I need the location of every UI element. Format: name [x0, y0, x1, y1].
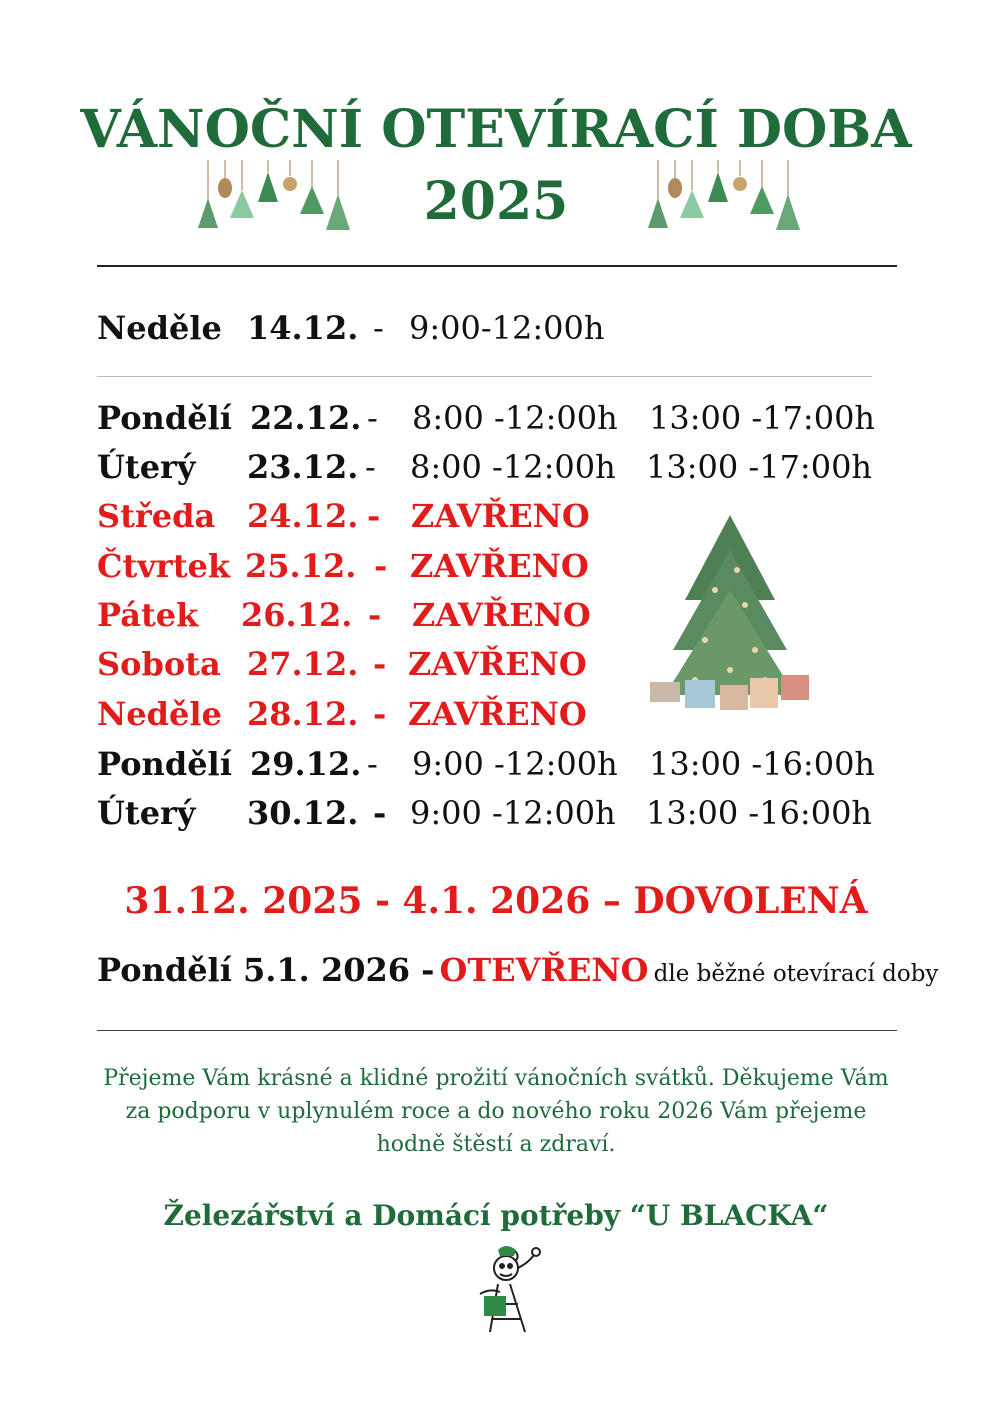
- hours-morning: 9:00 -12:00h: [412, 745, 618, 783]
- status-closed: ZAVŘENO: [408, 645, 587, 683]
- status-closed: ZAVŘENO: [410, 547, 589, 585]
- hours-morning: 8:00 -12:00h: [410, 448, 616, 486]
- date-label: 22.12.: [250, 399, 362, 437]
- company-name: Železářství a Domácí potřeby “U BLACKA“: [163, 1199, 829, 1232]
- day-label: Úterý: [97, 448, 196, 486]
- date-label: 27.12.: [247, 645, 359, 683]
- reopen-status: OTEVŘENO: [439, 951, 649, 989]
- date-label: 25.12.: [245, 547, 357, 585]
- hours-afternoon: 13:00 -16:00h: [649, 745, 876, 783]
- divider-thin: [97, 376, 872, 377]
- day-label: Neděle: [97, 309, 222, 347]
- mascot-logo-icon: [470, 1244, 545, 1336]
- dash: -: [373, 695, 387, 733]
- reopen-notice: [97, 948, 938, 992]
- date-label: 26.12.: [241, 596, 353, 634]
- reopen-note: dle běžné otevírací doby: [653, 961, 939, 987]
- dash: -: [373, 794, 387, 832]
- day-label: Pátek: [97, 596, 199, 634]
- dash: -: [367, 399, 378, 437]
- hours-morning: 9:00 -12:00h: [410, 794, 616, 832]
- ornaments-right-icon: [640, 160, 815, 235]
- greeting-text: [0, 1062, 992, 1161]
- greeting-line: za podporu v uplynulém roce a do nového roku 2026 Vám přejeme: [125, 1099, 867, 1124]
- date-label: 24.12.: [247, 497, 359, 535]
- ornaments-left-icon: [190, 160, 365, 235]
- date-label: 28.12.: [247, 695, 359, 733]
- page-title: VÁNOČNÍ OTEVÍRACÍ DOBA: [80, 99, 912, 160]
- day-label: Úterý: [97, 794, 196, 832]
- divider-top: [97, 265, 897, 267]
- day-label: Pondělí: [97, 399, 232, 437]
- greeting-line: hodně štěstí a zdraví.: [376, 1132, 616, 1157]
- day-label: Neděle: [97, 695, 222, 733]
- dash: -: [367, 497, 381, 535]
- day-label: Sobota: [97, 645, 221, 683]
- dash: -: [368, 596, 382, 634]
- vacation-notice: 31.12. 2025 - 4.1. 2026 – DOVOLENÁ: [124, 880, 868, 922]
- hours-morning: 8:00 -12:00h: [412, 399, 618, 437]
- christmas-tree-icon: [645, 510, 815, 715]
- day-label: Pondělí: [97, 745, 232, 783]
- dash: -: [373, 645, 387, 683]
- divider-bottom: [97, 1030, 897, 1031]
- date-label: 29.12.: [250, 745, 362, 783]
- date-label: 23.12.: [247, 448, 359, 486]
- day-label: Čtvrtek: [97, 547, 231, 585]
- page-title-year: 2025: [423, 171, 569, 232]
- status-closed: ZAVŘENO: [412, 596, 591, 634]
- dash: -: [367, 745, 378, 783]
- date-label: 14.12.: [247, 309, 359, 347]
- hours-afternoon: 13:00 -17:00h: [649, 399, 876, 437]
- status-closed: ZAVŘENO: [408, 695, 587, 733]
- day-label: Středa: [97, 497, 216, 535]
- dash: -: [365, 448, 376, 486]
- hours-morning: 9:00-12:00h: [409, 309, 605, 347]
- hours-afternoon: 13:00 -17:00h: [646, 448, 873, 486]
- reopen-date: Pondělí 5.1. 2026 -: [97, 951, 435, 989]
- dash: -: [374, 547, 388, 585]
- date-label: 30.12.: [247, 794, 359, 832]
- hours-afternoon: 13:00 -16:00h: [646, 794, 873, 832]
- greeting-line: Přejeme Vám krásné a klidné prožití vánočních svátků. Děkujeme Vám: [103, 1066, 889, 1091]
- dash: -: [373, 309, 384, 347]
- status-closed: ZAVŘENO: [411, 497, 590, 535]
